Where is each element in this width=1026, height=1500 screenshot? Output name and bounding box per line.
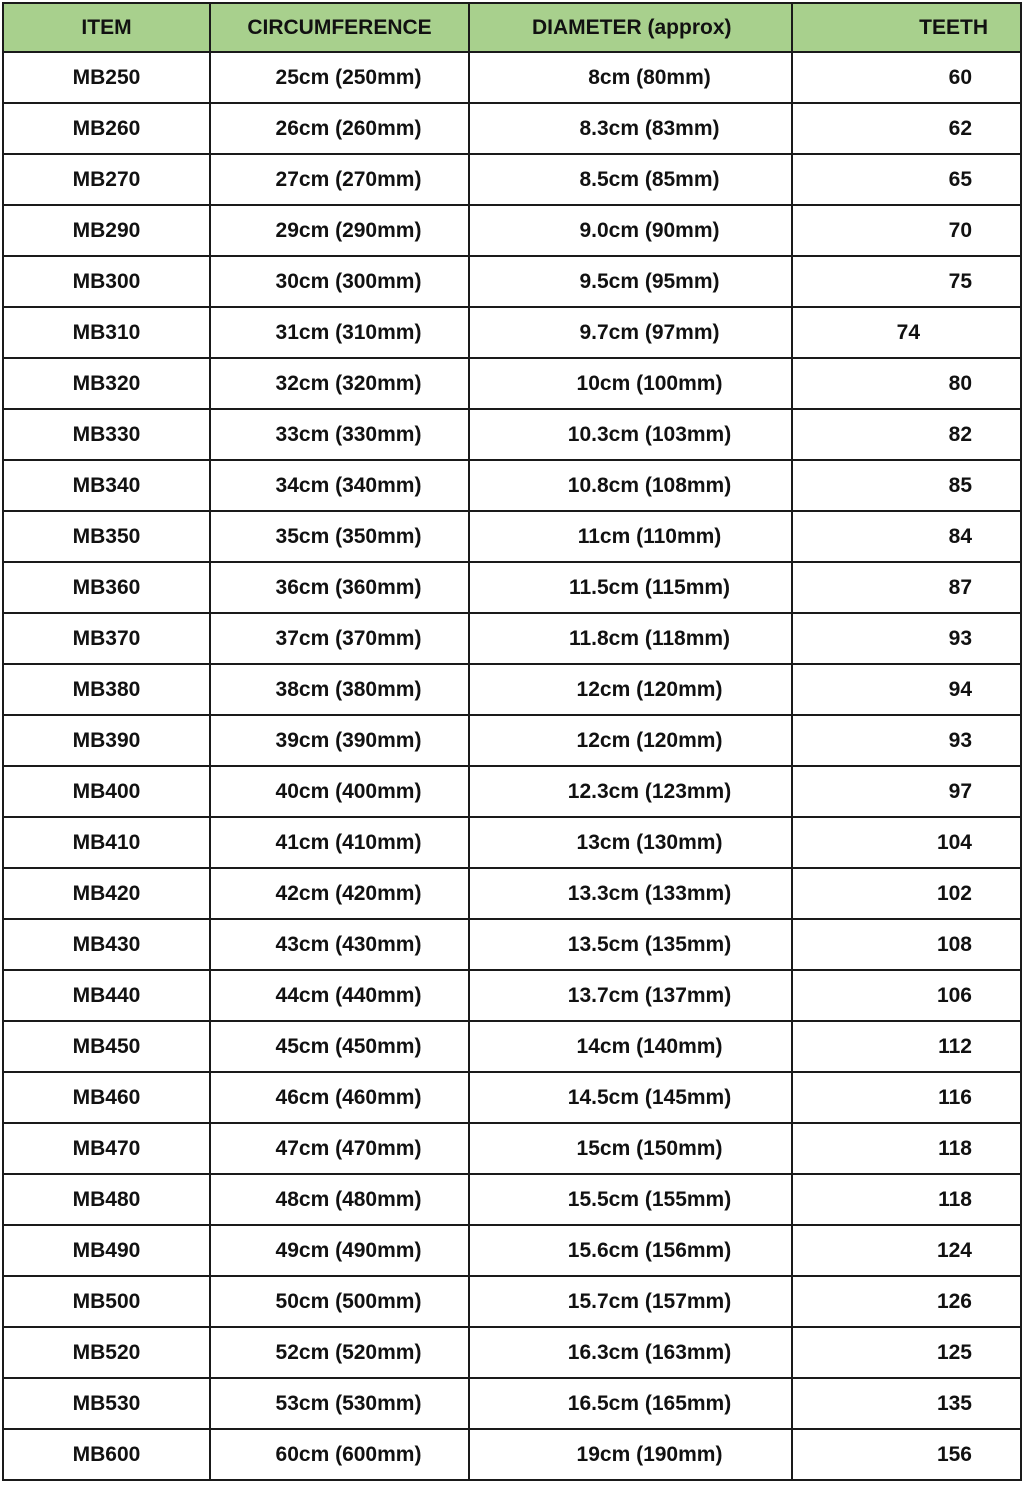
table-row [3,1123,1021,1174]
cell-item: MB410 [3,817,210,868]
cell-circumference: 35cm (350mm) [210,511,469,562]
cell-item: MB300 [3,256,210,307]
table-row [3,766,1021,817]
cell-teeth: 112 [792,1021,1021,1072]
cell-teeth: 106 [792,970,1021,1021]
cell-item: MB270 [3,154,210,205]
cell-item: MB250 [3,52,210,103]
cell-circumference: 32cm (320mm) [210,358,469,409]
cell-item: MB500 [3,1276,210,1327]
table-row [3,562,1021,613]
cell-circumference: 48cm (480mm) [210,1174,469,1225]
cell-diameter: 8.5cm (85mm) [469,154,792,205]
cell-diameter: 16.5cm (165mm) [469,1378,792,1429]
cell-teeth: 124 [792,1225,1021,1276]
table-row [3,307,1021,358]
table-row [3,154,1021,205]
cell-diameter: 9.5cm (95mm) [469,256,792,307]
table-row [3,613,1021,664]
cell-item: MB360 [3,562,210,613]
cell-item: MB400 [3,766,210,817]
table-row [3,715,1021,766]
cell-teeth: 84 [792,511,1021,562]
table-row [3,919,1021,970]
cell-diameter: 12cm (120mm) [469,715,792,766]
cell-teeth: 156 [792,1429,1021,1480]
cell-item: MB330 [3,409,210,460]
cell-item: MB530 [3,1378,210,1429]
cell-item: MB600 [3,1429,210,1480]
header-row [3,3,1021,52]
cell-teeth: 126 [792,1276,1021,1327]
cell-circumference: 50cm (500mm) [210,1276,469,1327]
cell-item: MB380 [3,664,210,715]
cell-teeth: 118 [792,1174,1021,1225]
cell-diameter: 13cm (130mm) [469,817,792,868]
cell-teeth: 108 [792,919,1021,970]
table-row [3,460,1021,511]
cell-teeth: 102 [792,868,1021,919]
cell-teeth: 60 [792,52,1021,103]
cell-circumference: 29cm (290mm) [210,205,469,256]
cell-item: MB340 [3,460,210,511]
cell-teeth: 70 [792,205,1021,256]
cell-diameter: 11cm (110mm) [469,511,792,562]
cell-diameter: 13.5cm (135mm) [469,919,792,970]
table-row [3,409,1021,460]
cell-circumference: 27cm (270mm) [210,154,469,205]
cell-circumference: 45cm (450mm) [210,1021,469,1072]
cell-teeth: 87 [792,562,1021,613]
cell-circumference: 49cm (490mm) [210,1225,469,1276]
cell-diameter: 15.5cm (155mm) [469,1174,792,1225]
table-row [3,358,1021,409]
header-diameter: DIAMETER (approx) [469,3,792,52]
cell-teeth: 118 [792,1123,1021,1174]
cell-diameter: 10cm (100mm) [469,358,792,409]
cell-teeth: 82 [792,409,1021,460]
table-row [3,868,1021,919]
cell-circumference: 46cm (460mm) [210,1072,469,1123]
cell-teeth: 62 [792,103,1021,154]
cell-teeth: 116 [792,1072,1021,1123]
cell-circumference: 42cm (420mm) [210,868,469,919]
cell-diameter: 11.8cm (118mm) [469,613,792,664]
cell-item: MB370 [3,613,210,664]
cell-item: MB390 [3,715,210,766]
table-row [3,256,1021,307]
cell-item: MB520 [3,1327,210,1378]
cell-diameter: 10.3cm (103mm) [469,409,792,460]
cell-diameter: 11.5cm (115mm) [469,562,792,613]
table-row [3,52,1021,103]
cell-teeth: 75 [792,256,1021,307]
cell-item: MB460 [3,1072,210,1123]
cell-circumference: 31cm (310mm) [210,307,469,358]
cell-teeth: 80 [792,358,1021,409]
cell-teeth: 85 [792,460,1021,511]
table-row [3,1174,1021,1225]
cell-item: MB420 [3,868,210,919]
table-header [3,3,1021,52]
cell-item: MB490 [3,1225,210,1276]
header-teeth: TEETH [792,3,1021,52]
table-row [3,1327,1021,1378]
cell-circumference: 36cm (360mm) [210,562,469,613]
cell-diameter: 13.7cm (137mm) [469,970,792,1021]
cell-circumference: 30cm (300mm) [210,256,469,307]
cell-circumference: 33cm (330mm) [210,409,469,460]
cell-diameter: 15.7cm (157mm) [469,1276,792,1327]
cell-diameter: 9.7cm (97mm) [469,307,792,358]
cell-diameter: 12.3cm (123mm) [469,766,792,817]
cell-circumference: 39cm (390mm) [210,715,469,766]
cell-circumference: 41cm (410mm) [210,817,469,868]
table-row [3,1429,1021,1480]
cell-item: MB310 [3,307,210,358]
table-row [3,1072,1021,1123]
cell-circumference: 34cm (340mm) [210,460,469,511]
cell-diameter: 14cm (140mm) [469,1021,792,1072]
cell-diameter: 10.8cm (108mm) [469,460,792,511]
cell-teeth: 74 [792,307,1021,358]
cell-teeth: 135 [792,1378,1021,1429]
table-row [3,1225,1021,1276]
cell-diameter: 15cm (150mm) [469,1123,792,1174]
cell-circumference: 60cm (600mm) [210,1429,469,1480]
cell-circumference: 53cm (530mm) [210,1378,469,1429]
cell-circumference: 52cm (520mm) [210,1327,469,1378]
table-row [3,817,1021,868]
cell-circumference: 37cm (370mm) [210,613,469,664]
cell-diameter: 8cm (80mm) [469,52,792,103]
cell-diameter: 13.3cm (133mm) [469,868,792,919]
cell-circumference: 43cm (430mm) [210,919,469,970]
cell-teeth: 65 [792,154,1021,205]
cell-circumference: 47cm (470mm) [210,1123,469,1174]
cell-teeth: 104 [792,817,1021,868]
cell-circumference: 26cm (260mm) [210,103,469,154]
cell-circumference: 44cm (440mm) [210,970,469,1021]
cell-item: MB450 [3,1021,210,1072]
cell-circumference: 25cm (250mm) [210,52,469,103]
cell-diameter: 12cm (120mm) [469,664,792,715]
cell-circumference: 38cm (380mm) [210,664,469,715]
table-row [3,1276,1021,1327]
table-row [3,1021,1021,1072]
cell-teeth: 93 [792,715,1021,766]
cell-item: MB260 [3,103,210,154]
size-chart-table [2,2,1022,1481]
cell-diameter: 19cm (190mm) [469,1429,792,1480]
cell-item: MB480 [3,1174,210,1225]
cell-diameter: 16.3cm (163mm) [469,1327,792,1378]
cell-circumference: 40cm (400mm) [210,766,469,817]
cell-diameter: 9.0cm (90mm) [469,205,792,256]
header-item: ITEM [3,3,210,52]
cell-teeth: 97 [792,766,1021,817]
table-row [3,970,1021,1021]
cell-item: MB350 [3,511,210,562]
header-circumference: CIRCUMFERENCE [210,3,469,52]
cell-diameter: 14.5cm (145mm) [469,1072,792,1123]
cell-teeth: 94 [792,664,1021,715]
cell-diameter: 15.6cm (156mm) [469,1225,792,1276]
table-row [3,1378,1021,1429]
table-row [3,511,1021,562]
table-row [3,664,1021,715]
cell-teeth: 93 [792,613,1021,664]
table-body [3,52,1021,1480]
table-row [3,205,1021,256]
cell-item: MB440 [3,970,210,1021]
cell-diameter: 8.3cm (83mm) [469,103,792,154]
table-row [3,103,1021,154]
cell-item: MB430 [3,919,210,970]
cell-item: MB470 [3,1123,210,1174]
cell-teeth: 125 [792,1327,1021,1378]
cell-item: MB320 [3,358,210,409]
cell-item: MB290 [3,205,210,256]
